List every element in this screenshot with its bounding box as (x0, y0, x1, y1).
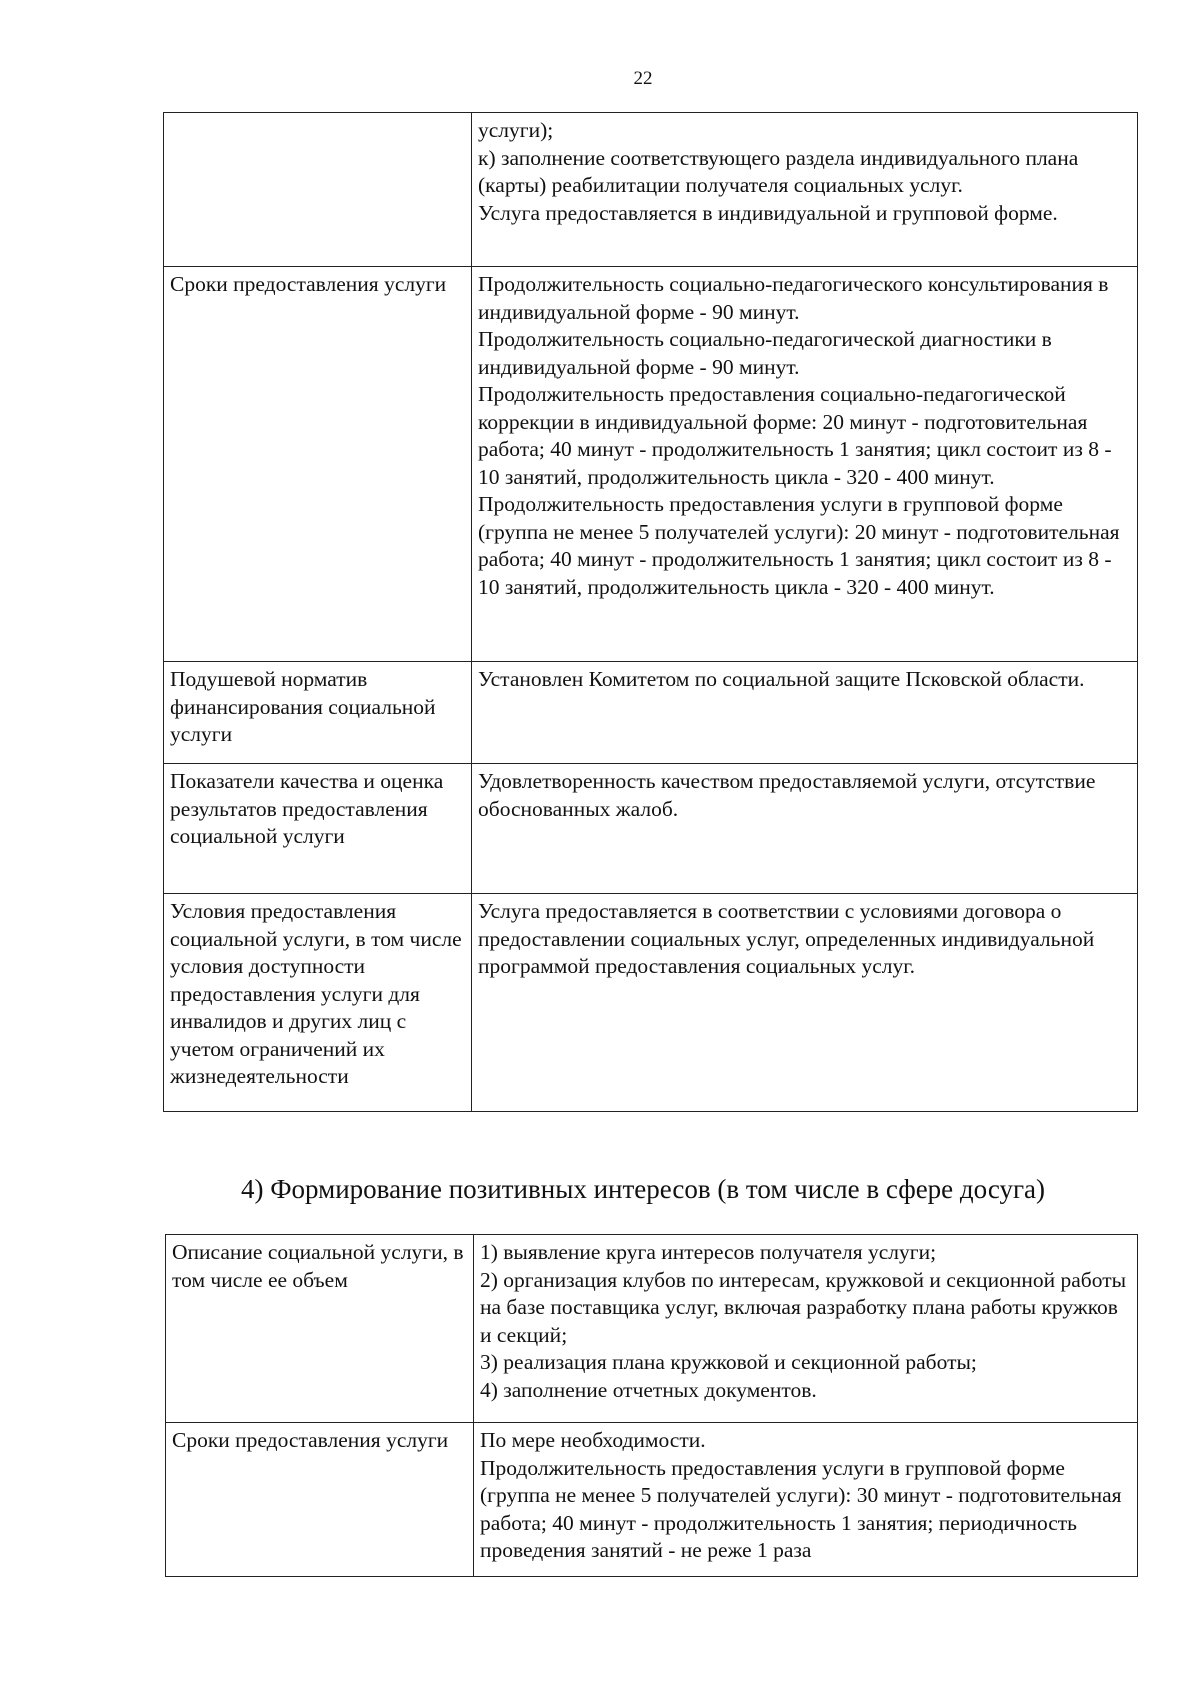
row-label-cell: Подушевой норматив финансирования социальной услуги (164, 662, 472, 764)
table-row (164, 267, 1138, 662)
row-content-cell: 1) выявление круга интересов получателя услуги; 2) организация клубов по интересам, кружковой и секционной работы на базе поставщика услуг, включая разработку плана работы кружков и секций; 3) реализация плана кружковой и секционной работы; 4) заполнение отчетных документов. (474, 1235, 1138, 1423)
service-table (165, 1234, 1138, 1577)
row-label-cell: Сроки предоставления услуги (164, 267, 472, 662)
row-label-cell: Сроки предоставления услуги (166, 1423, 474, 1577)
row-content-cell: Удовлетворенность качеством предоставляемой услуги, отсутствие обоснованных жалоб. (472, 764, 1138, 894)
row-content-cell: По мере необходимости. Продолжительность предоставления услуги в групповой форме (группа не менее 5 получателей услуги): 30 минут - подготовительная работа; 40 минут - продолжительность 1 занятия; периодичность проведения занятий - не реже 1 раза (474, 1423, 1138, 1577)
row-label-cell: Условия предоставления социальной услуги, в том числе условия доступности предоставления услуги для инвалидов и других лиц с учетом ограничений их жизнедеятельности (164, 894, 472, 1112)
table-row (164, 662, 1138, 764)
row-label-cell: Описание социальной услуги, в том числе ее объем (166, 1235, 474, 1423)
table-row (164, 113, 1138, 267)
row-label-cell: Показатели качества и оценка результатов предоставления социальной услуги (164, 764, 472, 894)
page-number: 22 (633, 68, 653, 89)
table-row (164, 894, 1138, 1112)
row-content-cell: услуги); к) заполнение соответствующего раздела индивидуального плана (карты) реабилитации получателя социальных услуг. Услуга предоставляется в индивидуальной и групповой форме. (472, 113, 1138, 267)
table-row (166, 1423, 1138, 1577)
service-table-continued (163, 112, 1138, 1112)
table-row (166, 1235, 1138, 1423)
section-heading: 4) Формирование позитивных интересов (в том числе в сфере досуга) (240, 1174, 1045, 1204)
row-label-cell (164, 113, 472, 267)
row-content-cell: Продолжительность социально-педагогического консультирования в индивидуальной форме - 90 минут. Продолжительность социально-педагогической диагностики в индивидуальной форме - 90 минут. Продолжительность предоставления социально-педагогической коррекции в индивидуальной форме: 20 минут - подготовительная работа; 40 минут - продолжительность 1 занятия; цикл состоит из 8 - 10 занятий, продолжительность цикла - 320 - 400 минут. Продолжительность предоставления услуги в групповой форме (группа не менее 5 получателей услуги): 20 минут - подготовительная работа; 40 минут - продолжительность 1 занятия; цикл состоит из 8 - 10 занятий, продолжительность цикла - 320 - 400 минут. (472, 267, 1138, 662)
row-content-cell: Услуга предоставляется в соответствии с условиями договора о предоставлении социальных услуг, определенных индивидуальной программой предоставления социальных услуг. (472, 894, 1138, 1112)
table-row (164, 764, 1138, 894)
row-content-cell: Установлен Комитетом по социальной защите Псковской области. (472, 662, 1138, 764)
